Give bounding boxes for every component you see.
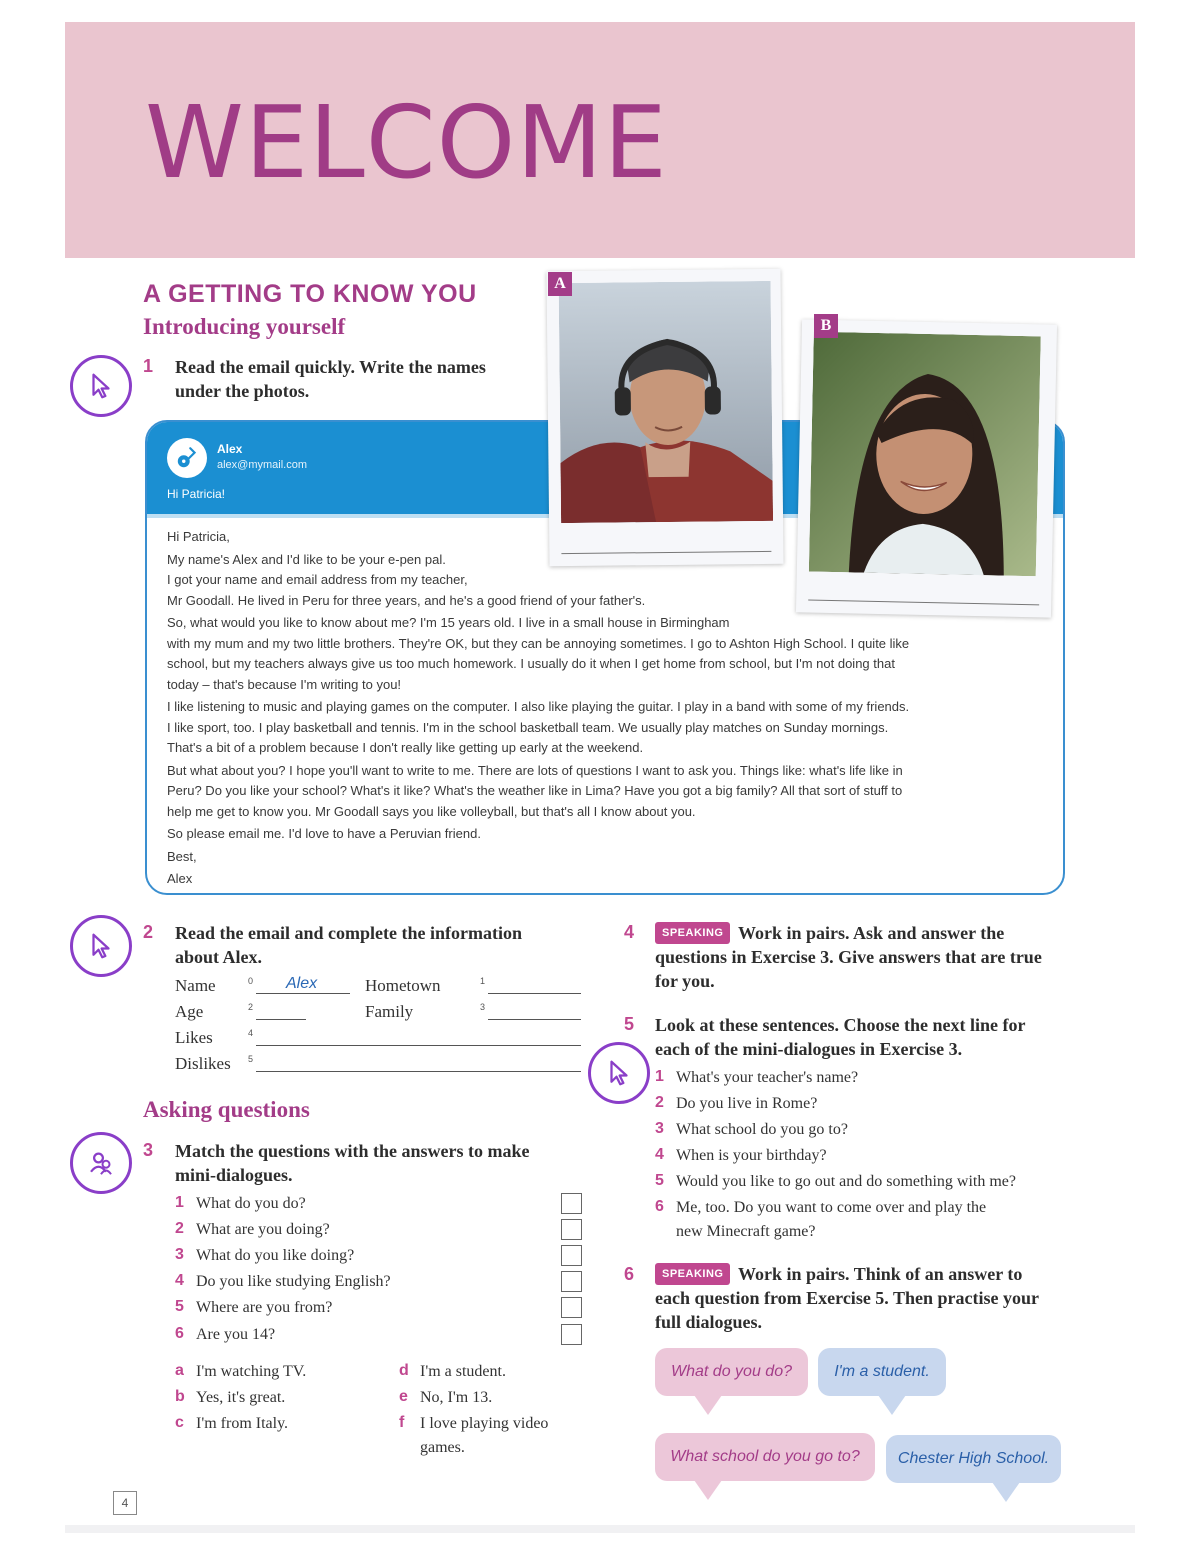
answer-text: I'm watching TV. xyxy=(196,1363,307,1380)
sentence-number: 6 xyxy=(655,1198,664,1215)
exercise-5-line2: each of the mini-dialogues in Exercise 3. xyxy=(655,1039,963,1059)
photo-b-tag: B xyxy=(814,314,838,338)
answer-text: No, I'm 13. xyxy=(420,1389,493,1406)
speaking-badge: SPEAKING xyxy=(655,1263,730,1285)
email-line: Hi Patricia, xyxy=(167,529,230,544)
cursor-icon xyxy=(86,931,116,961)
exercise-2-instruction-line2: about Alex. xyxy=(175,947,263,967)
answer-box[interactable] xyxy=(561,1324,582,1345)
email-line: Mr Goodall. He lived in Peru for three years, and he's a good friend of your father's. xyxy=(167,592,646,608)
page-number: 4 xyxy=(113,1491,137,1515)
question-text: Where are you from? xyxy=(196,1299,333,1316)
answer-text: I love playing video xyxy=(420,1415,549,1432)
exercise-4-number: 4 xyxy=(624,922,635,942)
question-number: 5 xyxy=(175,1298,184,1315)
answer-letter: f xyxy=(399,1414,405,1431)
sentence-number: 4 xyxy=(655,1146,664,1163)
photo-b-name-line[interactable] xyxy=(808,600,1039,606)
name-field-line xyxy=(256,993,350,994)
avatar xyxy=(167,438,207,478)
sentence-text: What's your teacher's name? xyxy=(676,1069,859,1086)
email-line: help me get to know you. Mr Goodall says you like volleyball, but that's all I know about you. xyxy=(167,803,696,819)
photo-a-tag: A xyxy=(548,272,572,296)
cursor-icon xyxy=(604,1058,634,1088)
hometown-field[interactable] xyxy=(488,993,581,994)
exercise-5-line1: Look at these sentences. Choose the next line for xyxy=(655,1015,1026,1035)
exercise-3-instruction-line1: Match the questions with the answers to make xyxy=(175,1141,530,1161)
name-number: 0 xyxy=(248,976,254,986)
age-label: Age xyxy=(175,1002,204,1021)
speech-bubble-question: What school do you go to? xyxy=(655,1433,875,1481)
age-field[interactable] xyxy=(256,1019,306,1020)
sentence-number: 1 xyxy=(655,1068,664,1085)
question-text: What do you do? xyxy=(196,1195,306,1212)
email-subject: Hi Patricia! xyxy=(167,487,226,501)
photo-a-frame xyxy=(546,269,783,566)
email-line: But what about you? I hope you'll want to write to me. There are lots of questions I want to ask you. Things like: what's life like in xyxy=(167,762,903,778)
exercise-4-line3: for you. xyxy=(655,971,715,991)
answer-text: I'm from Italy. xyxy=(196,1415,289,1432)
answer-box[interactable] xyxy=(561,1297,582,1318)
photo-a-image xyxy=(559,281,774,523)
likes-number: 4 xyxy=(248,1028,254,1038)
sentence-text: What school do you go to? xyxy=(676,1121,848,1138)
answer-text: I'm a student. xyxy=(420,1363,506,1380)
answer-letter: a xyxy=(175,1362,184,1379)
answer-letter: b xyxy=(175,1388,185,1405)
answer-letter: e xyxy=(399,1388,408,1405)
speech-bubble-question: What do you do? xyxy=(655,1348,808,1396)
answer-text: Yes, it's great. xyxy=(196,1389,286,1406)
question-number: 2 xyxy=(175,1220,184,1237)
dislikes-field[interactable] xyxy=(256,1071,581,1072)
exercise-4-line1: Work in pairs. Ask and answer the xyxy=(738,923,1005,943)
guitar-icon xyxy=(174,445,200,471)
hometown-number: 1 xyxy=(480,976,486,986)
exercise-6-line2: each question from Exercise 5. Then practise your xyxy=(655,1288,1039,1308)
family-number: 3 xyxy=(480,1002,486,1012)
answer-box[interactable] xyxy=(561,1271,582,1292)
sentence-text: Me, too. Do you want to come over and play the xyxy=(676,1199,987,1216)
family-label: Family xyxy=(365,1002,414,1021)
sentence-number: 2 xyxy=(655,1094,664,1111)
speaking-badge: SPEAKING xyxy=(655,922,730,944)
name-label: Name xyxy=(175,976,216,995)
hometown-label: Hometown xyxy=(365,976,441,995)
exercise-3-number: 3 xyxy=(143,1140,154,1160)
section-subtitle: Introducing yourself xyxy=(143,314,346,339)
photo-b-frame xyxy=(796,319,1057,617)
question-text: Are you 14? xyxy=(196,1326,276,1343)
email-line: My name's Alex and I'd like to be your e-pen pal. xyxy=(167,551,446,567)
email-line: with my mum and my two little brothers. They're OK, but they can be annoying sometimes. I go to Ashton High School. I quite like xyxy=(167,635,910,651)
footer-band xyxy=(65,1525,1135,1533)
answer-box[interactable] xyxy=(561,1245,582,1266)
email-line: I like listening to music and playing games on the computer. I also like playing the guitar. I play in a band with some of my friends. xyxy=(167,699,910,714)
pointer-icon[interactable] xyxy=(588,1042,650,1104)
email-line: That's a bit of a problem because I don't really like getting up early at the weekend. xyxy=(167,740,644,755)
sentence-text: When is your birthday? xyxy=(676,1147,827,1164)
likes-field[interactable] xyxy=(256,1045,581,1046)
section-title: A GETTING TO KNOW YOU xyxy=(143,280,477,308)
answer-text-continued: games. xyxy=(420,1439,465,1456)
question-number: 6 xyxy=(175,1325,184,1342)
sentence-text: Do you live in Rome? xyxy=(676,1095,818,1112)
welcome-banner xyxy=(65,22,1135,258)
people-icon xyxy=(86,1148,116,1178)
pointer-icon[interactable] xyxy=(70,915,132,977)
exercise-6-line1: Work in pairs. Think of an answer to xyxy=(738,1264,1023,1284)
exercise-6-line3: full dialogues. xyxy=(655,1312,763,1332)
question-text: What do you like doing? xyxy=(196,1247,355,1264)
exercise-1-number: 1 xyxy=(143,356,154,376)
exercise-2-instruction-line1: Read the email and complete the information xyxy=(175,923,522,943)
question-number: 4 xyxy=(175,1272,184,1289)
answer-letter: d xyxy=(399,1362,409,1379)
speech-bubble-answer: I'm a student. xyxy=(818,1348,946,1396)
email-sender-address: alex@mymail.com xyxy=(217,459,308,471)
bubble-tail xyxy=(694,1395,722,1415)
answer-box[interactable] xyxy=(561,1219,582,1240)
email-line: Best, xyxy=(167,848,197,864)
exercise-5-number: 5 xyxy=(624,1014,635,1034)
photo-b-image xyxy=(809,332,1041,577)
email-line: So please email me. I'd love to have a Peruvian friend. xyxy=(167,826,481,841)
dislikes-label: Dislikes xyxy=(175,1054,231,1073)
sentence-number: 5 xyxy=(655,1172,664,1189)
speech-bubble-answer: Chester High School. xyxy=(886,1435,1061,1483)
likes-label: Likes xyxy=(175,1028,213,1047)
pointer-icon[interactable] xyxy=(70,355,132,417)
age-number: 2 xyxy=(248,1002,254,1012)
name-answer: Alex xyxy=(286,975,318,992)
family-field[interactable] xyxy=(488,1019,581,1020)
bubble-tail xyxy=(694,1480,722,1500)
exercise-1-instruction: Read the email quickly. Write the names under the photos. xyxy=(175,357,486,401)
email-line: I like sport, too. I play basketball and tennis. I'm in the school basketball team. We usually play matches on Sunday mornings. xyxy=(167,719,889,735)
bubble-tail xyxy=(992,1482,1020,1502)
email-line: Alex xyxy=(167,871,193,886)
banner-title: WELCOME xyxy=(145,84,668,201)
email-sender-name: Alex xyxy=(217,442,243,456)
answer-letter: c xyxy=(175,1414,184,1431)
email-line: So, what would you like to know about me? I'm 15 years old. I live in a small house in Birmingham xyxy=(167,615,730,630)
email-line: I got your name and email address from my teacher, xyxy=(167,572,468,587)
email-line: today – that's because I'm writing to you! xyxy=(167,676,402,692)
question-number: 1 xyxy=(175,1194,184,1211)
exercise-4-line2: questions in Exercise 3. Give answers that are true xyxy=(655,947,1042,967)
question-text: Do you like studying English? xyxy=(196,1273,391,1290)
sentence-text-continued: new Minecraft game? xyxy=(676,1223,816,1240)
pair-work-icon[interactable] xyxy=(70,1132,132,1194)
sentence-text: Would you like to go out and do something with me? xyxy=(676,1173,1017,1190)
photo-a-name-line[interactable] xyxy=(561,551,771,554)
cursor-icon xyxy=(86,371,116,401)
email-line: Peru? Do you like your school? What's it like? What's the weather like in Lima? Have you got a big family? All that sort of stuff to xyxy=(167,783,903,798)
exercise-2-number: 2 xyxy=(143,922,154,942)
answer-box[interactable] xyxy=(561,1193,582,1214)
dislikes-number: 5 xyxy=(248,1054,254,1064)
question-number: 3 xyxy=(175,1246,184,1263)
exercise-6-number: 6 xyxy=(624,1264,635,1284)
question-text: What are you doing? xyxy=(196,1221,330,1238)
asking-questions-heading: Asking questions xyxy=(143,1097,310,1122)
sentence-number: 3 xyxy=(655,1120,664,1137)
email-line: school, but my teachers always give us too much homework. I usually do it when I get home from school, but I'm not doing that xyxy=(167,656,895,671)
bubble-tail xyxy=(878,1395,906,1415)
exercise-3-instruction-line2: mini-dialogues. xyxy=(175,1165,293,1185)
